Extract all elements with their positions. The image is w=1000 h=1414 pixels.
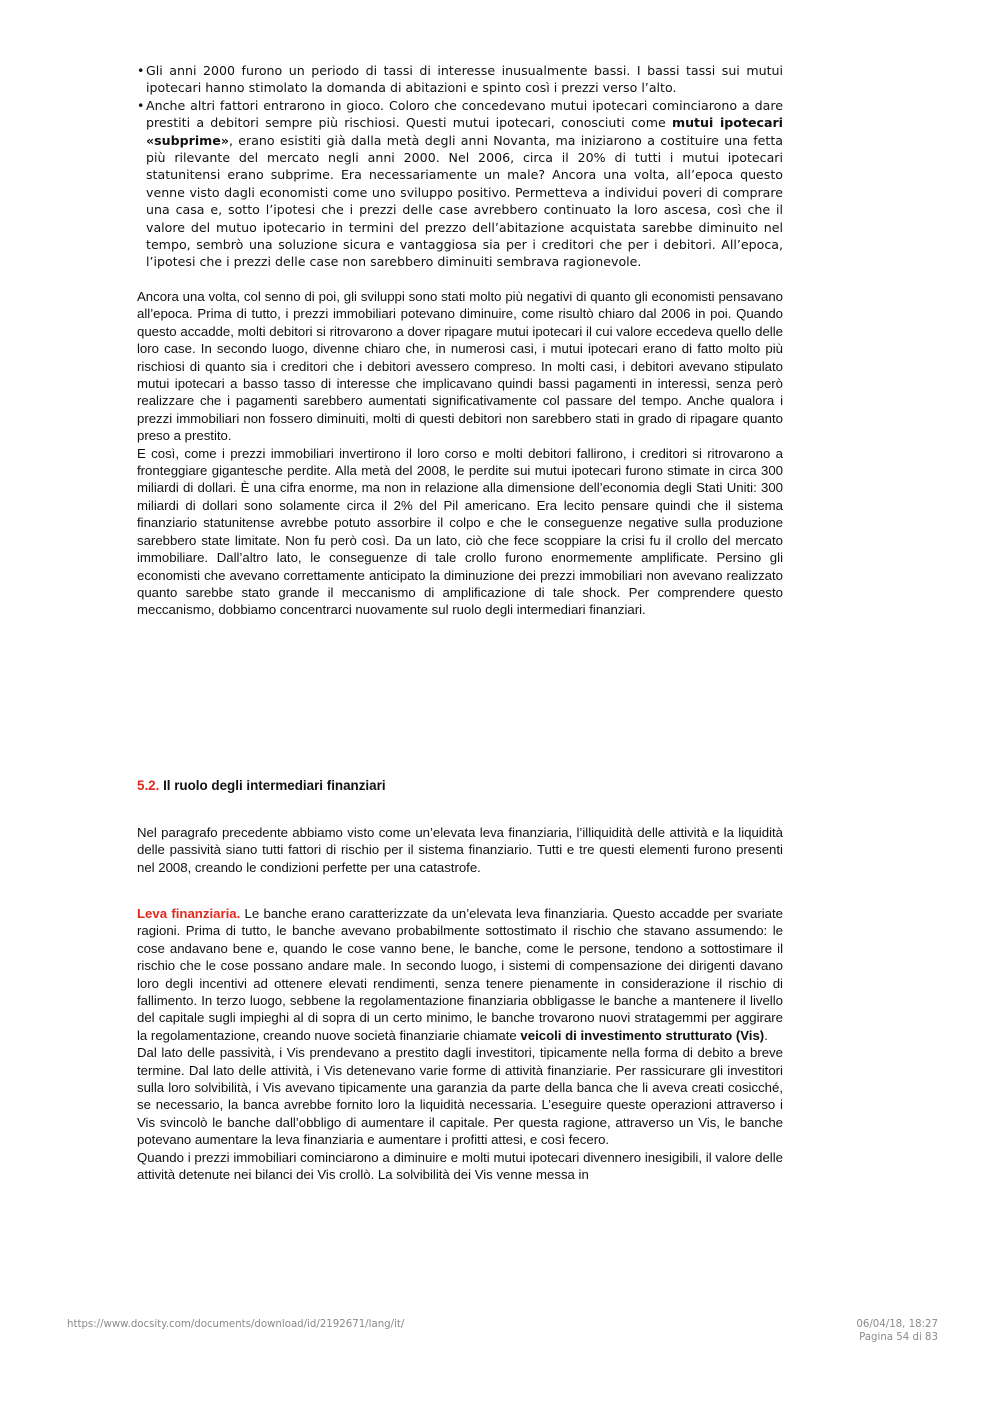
bullet-text: Gli anni 2000 furono un periodo di tassi di interesse inusualmente bassi. I bassi tassi sui mutui ipotecari hanno stimolato la domanda di abitazioni e spinto così i prezzi verso l’alto. <box>146 63 783 96</box>
bold-term: veicoli di investimento strutturato (Vis) <box>520 1027 765 1043</box>
bullet-list <box>137 62 783 271</box>
footer-datetime: 06/04/18, 18:27 <box>856 1319 938 1330</box>
bullet-marker: • <box>137 97 145 113</box>
section-title: Il ruolo degli intermediari finanziari <box>159 778 386 793</box>
bold-term: mutui ipotecari «subprime» <box>146 115 783 148</box>
bullet-item <box>137 97 783 271</box>
leva-text-end: . <box>764 1027 768 1043</box>
body-block-3 <box>137 905 783 1184</box>
paragraph: Nel paragrafo precedente abbiamo visto come un’elevata leva finanziaria, l’illiquidità delle attività e la liquidità delle passività siano tutti fattori di rischio per il sistema finanziario. Tutti e tre questi elementi furono presenti nel 2008, creando le condizioni perfette per una catastrofe. <box>137 825 783 875</box>
section-number: 5.2. <box>137 778 160 793</box>
paragraph-leva <box>137 905 783 1044</box>
footer-page-number: Pagina 54 di 83 <box>859 1332 938 1343</box>
footer-meta <box>856 1318 938 1344</box>
body-block-2 <box>137 824 783 876</box>
bullet-text: Anche altri fattori entrarono in gioco. Coloro che concedevano mutui ipotecari cominciarono a dare prestiti a debitori sempre più rischiosi. Questi mutui ipotecari, conosciuti come <box>146 97 783 131</box>
bullet-marker: • <box>137 63 145 78</box>
paragraph: Quando i prezzi immobiliari cominciarono a diminuire e molti mutui ipotecari divennero inesigibili, il valore delle attività detenute nei bilanci dei Vis crollò. La solvibilità dei Vis venne messa in <box>137 1149 783 1183</box>
leva-label: Leva finanziaria. <box>137 906 241 921</box>
paragraph: Dal lato delle passività, i Vis prendevano a prestito dagli investitori, tipicamente nella forma di debito a breve termine. Dal lato delle attività, i Vis detenevano varie forme di attività finanziarie. Per rassicurare gli investitori sulla loro solvibilità, i Vis avevano tipicamente una garanzia da parte della banca che li aveva creati cosicché, se necessario, la banca avrebbe fornito loro la liquidità necessaria. L’eseguire queste operazioni attraverso i Vis svincolò le banche dall’obbligo di aumentare il capitale. Per questa ragione, attraverso un Vis, le banche potevano aumentare la leva finanziaria e aumentare i profitti attesi, e così fecero. <box>137 1045 783 1148</box>
paragraph: E così, come i prezzi immobiliari invertirono il loro corso e molti debitori fallirono, i creditori si ritrovarono a fronteggiare gigantesche perdite. Alla metà del 2008, le perdite sui mutui ipotecari furono stimate in circa 300 miliardi di dollari. È una cifra enorme, ma non in relazione alla dimensione dell’economia degli Stati Uniti: 300 miliardi di dollari sono solamente circa il 2% del Pil americano. Era lecito pensare quindi che il sistema finanziario statunitense avrebbe potuto assorbire il colpo e che le conseguenze negative sulla produzione sarebbero state limitate. Non fu però così. Da un lato, ciò che fece scoppiare la crisi fu il crollo del mercato immobiliare. Dall’altro lato, le conseguenze di tale crollo furono enormemente amplificate. Persino gli economisti che avevano correttamente anticipato la diminuzione dei prezzi immobiliari non avevano realizzato quanto sarebbe stato grande il meccanismo di amplificazione di tale shock. Per comprendere questo meccanismo, dobbiamo concentrarci nuovamente sul ruolo degli intermediari finanziari. <box>137 445 783 618</box>
body-block-1 <box>137 288 783 619</box>
footer-url: https://www.docsity.com/documents/download/id/2192671/lang/it/ <box>67 1319 405 1330</box>
bullet-item <box>137 62 783 97</box>
section-heading <box>137 778 783 793</box>
paragraph: Ancora una volta, col senno di poi, gli sviluppi sono stati molto più negativi di quanto gli economisti pensavano all’epoca. Prima di tutto, i prezzi immobiliari potevano diminuire, come risultò chiaro dal 2006 in poi. Quando questo accadde, molti debitori si ritrovarono a dover ripagare mutui ipotecari il cui valore eccedeva quello delle loro case. In secondo luogo, divenne chiaro che, in numerosi casi, i mutui ipotecari erano di fatto molto più rischiosi di quanto sia i creditori che i debitori avessero compreso. In molti casi, i debitori avevano stipulato mutui ipotecari a basso tasso di interesse che implicavano quindi bassi pagamenti in interessi, senza però realizzare che i pagamenti sarebbero aumentati significativamente col passare del tempo. Anche qualora i prezzi immobiliari non fossero diminuiti, molti di questi debitori non sarebbero stati in grado di ripagare quanto preso a prestito. <box>137 289 783 444</box>
leva-text: Le banche erano caratterizzate da un’elevata leva finanziaria. Questo accadde per svariate ragioni. Prima di tutto, le banche avevano probabilmente sottostimato il rischio che stavano assumendo: le cose andavano bene e, quando le cose vanno bene, le banche, come le persone, tendono a sottostimare il rischio che le cose possano andare male. In secondo luogo, i sistemi di compensazione dei dirigenti davano loro degli incentivi ad ottenere elevati rendimenti, senza tenere pienamente in considerazione il rischio di fallimento. In terzo luogo, sebbene la regolamentazione finanziaria obbligasse le banche a mantenere il livello del capitale sugli impieghi al di sopra di un certo minimo, le banche trovarono nuovi stratagemmi per aggirare la regolamentazione, creando nuove società finanziarie chiamate <box>137 906 784 1043</box>
bullet-text: , erano esistiti già dalla metà degli anni Novanta, ma iniziarono a costituire una fetta più rilevante del mercato negli anni 2000. Nel 2006, circa il 20% di tutti i mutui ipotecari statunitensi erano subprime. Era necessariamente un male? Ancora una volta, all’epoca questo venne visto dagli economisti come uno sviluppo positivo. Permetteva a individui poveri di comprare una casa e, sotto l’ipotesi che i prezzi delle case avrebbero continuato la loro ascesa, così che il valore del mutuo ipotecario in termini del prezzo dell’abitazione acquistata sarebbe diminuito nel tempo, sembrò una soluzione sicura e vantaggiosa sia per i creditori che per i debitori. All’epoca, l’ipotesi che i prezzi delle case non sarebbero diminuiti sembrava ragionevole. <box>146 132 783 270</box>
